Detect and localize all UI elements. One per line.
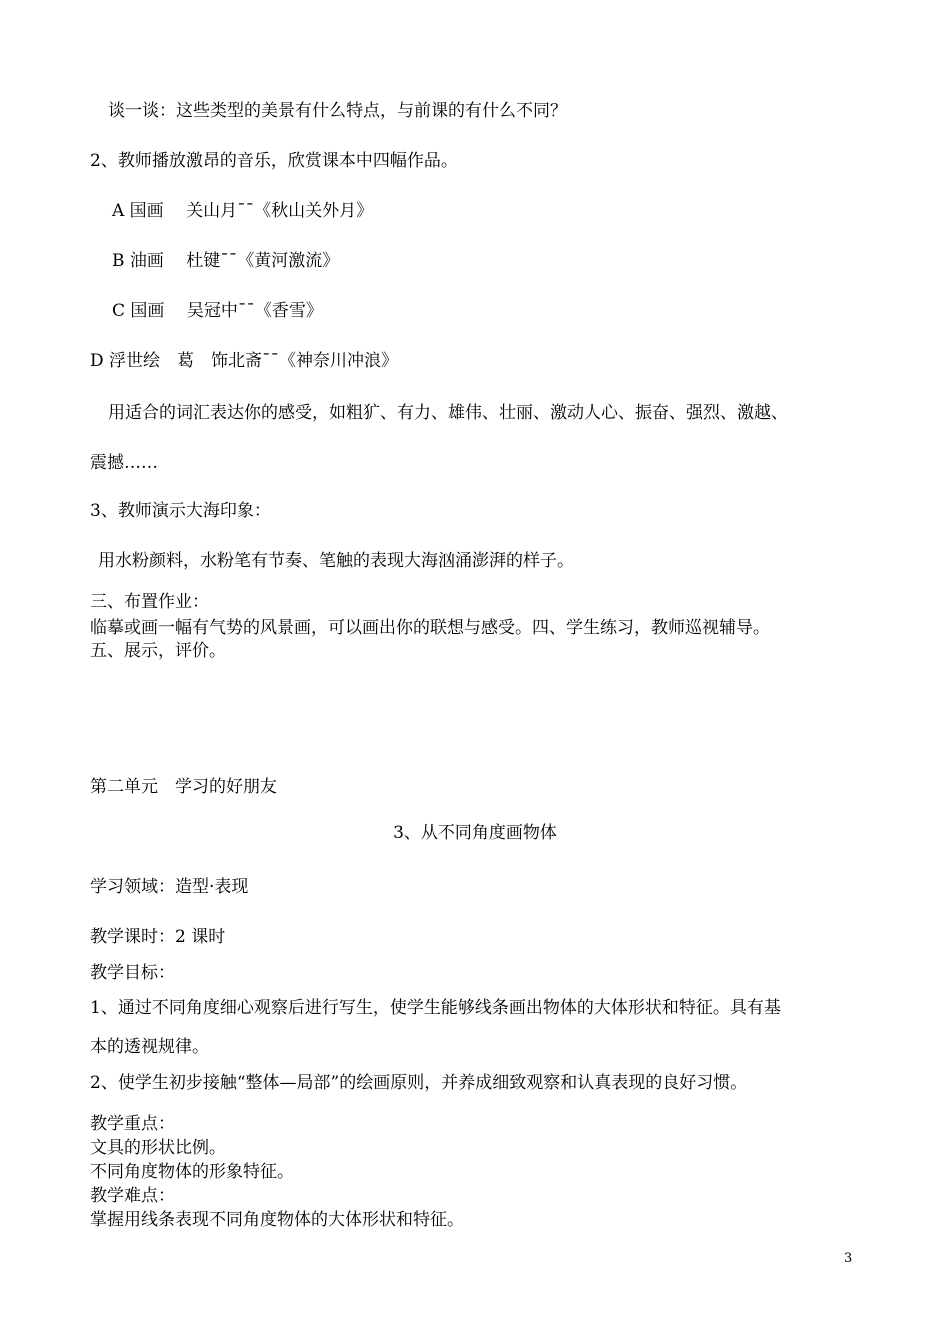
- text-line-step-3: 3、教师演示大海印象：: [90, 501, 271, 521]
- artwork-item-c: C 国画 吴冠中¯¯《香雪》: [112, 301, 323, 321]
- text-line-key-point-1: 文具的形状比例。: [90, 1138, 226, 1158]
- text-line-objective-1-cont: 本的透视规律。: [90, 1037, 209, 1057]
- heading-homework: 三、布置作业：: [90, 592, 209, 612]
- heading-objectives: 教学目标：: [90, 963, 175, 983]
- text-line-evaluate: 五、展示，评价。: [90, 641, 226, 661]
- text-line-discuss: 谈一谈：这些类型的美景有什么特点，与前课的有什么不同？: [108, 101, 567, 121]
- text-line-step-2: 2、教师播放激昂的音乐，欣赏课本中四幅作品。: [90, 151, 458, 171]
- text-line-domain: 学习领域：造型·表现: [90, 877, 249, 897]
- text-line-homework: 临摹或画一幅有气势的风景画，可以画出你的联想与感受。四、学生练习，教师巡视辅导。: [90, 618, 770, 638]
- page-number: 3: [844, 1251, 853, 1266]
- artwork-item-d: D 浮世绘 葛 饰北斋¯¯《神奈川冲浪》: [90, 351, 399, 371]
- unit-title: 第二单元 学习的好朋友: [90, 777, 277, 797]
- heading-difficulties: 教学难点：: [90, 1186, 175, 1206]
- lesson-title: 3、从不同角度画物体: [393, 823, 557, 843]
- text-line-vocabulary-cont: 震撼……: [90, 453, 158, 473]
- text-line-objective-1: 1、通过不同角度细心观察后进行写生，使学生能够线条画出物体的大体形状和特征。具有基: [90, 998, 781, 1018]
- text-line-difficulty-1: 掌握用线条表现不同角度物体的大体形状和特征。: [90, 1210, 464, 1230]
- text-line-vocabulary: 用适合的词汇表达你的感受，如粗犷、有力、雄伟、壮丽、激动人心、振奋、强烈、激越、: [108, 403, 788, 423]
- heading-key-points: 教学重点：: [90, 1114, 175, 1134]
- text-line-hours: 教学课时：2 课时: [90, 927, 226, 947]
- text-line-objective-2: 2、使学生初步接触“整体—局部”的绘画原则，并养成细致观察和认真表现的良好习惯。: [90, 1073, 748, 1093]
- artwork-item-b: B 油画 杜键¯¯《黄河激流》: [112, 251, 340, 271]
- text-line-key-point-2: 不同角度物体的形象特征。: [90, 1162, 294, 1182]
- text-line-demo: 用水粉颜料，水粉笔有节奏、笔触的表现大海汹涌澎湃的样子。: [98, 551, 574, 571]
- artwork-item-a: A 国画 关山月¯¯《秋山关外月》: [112, 201, 374, 221]
